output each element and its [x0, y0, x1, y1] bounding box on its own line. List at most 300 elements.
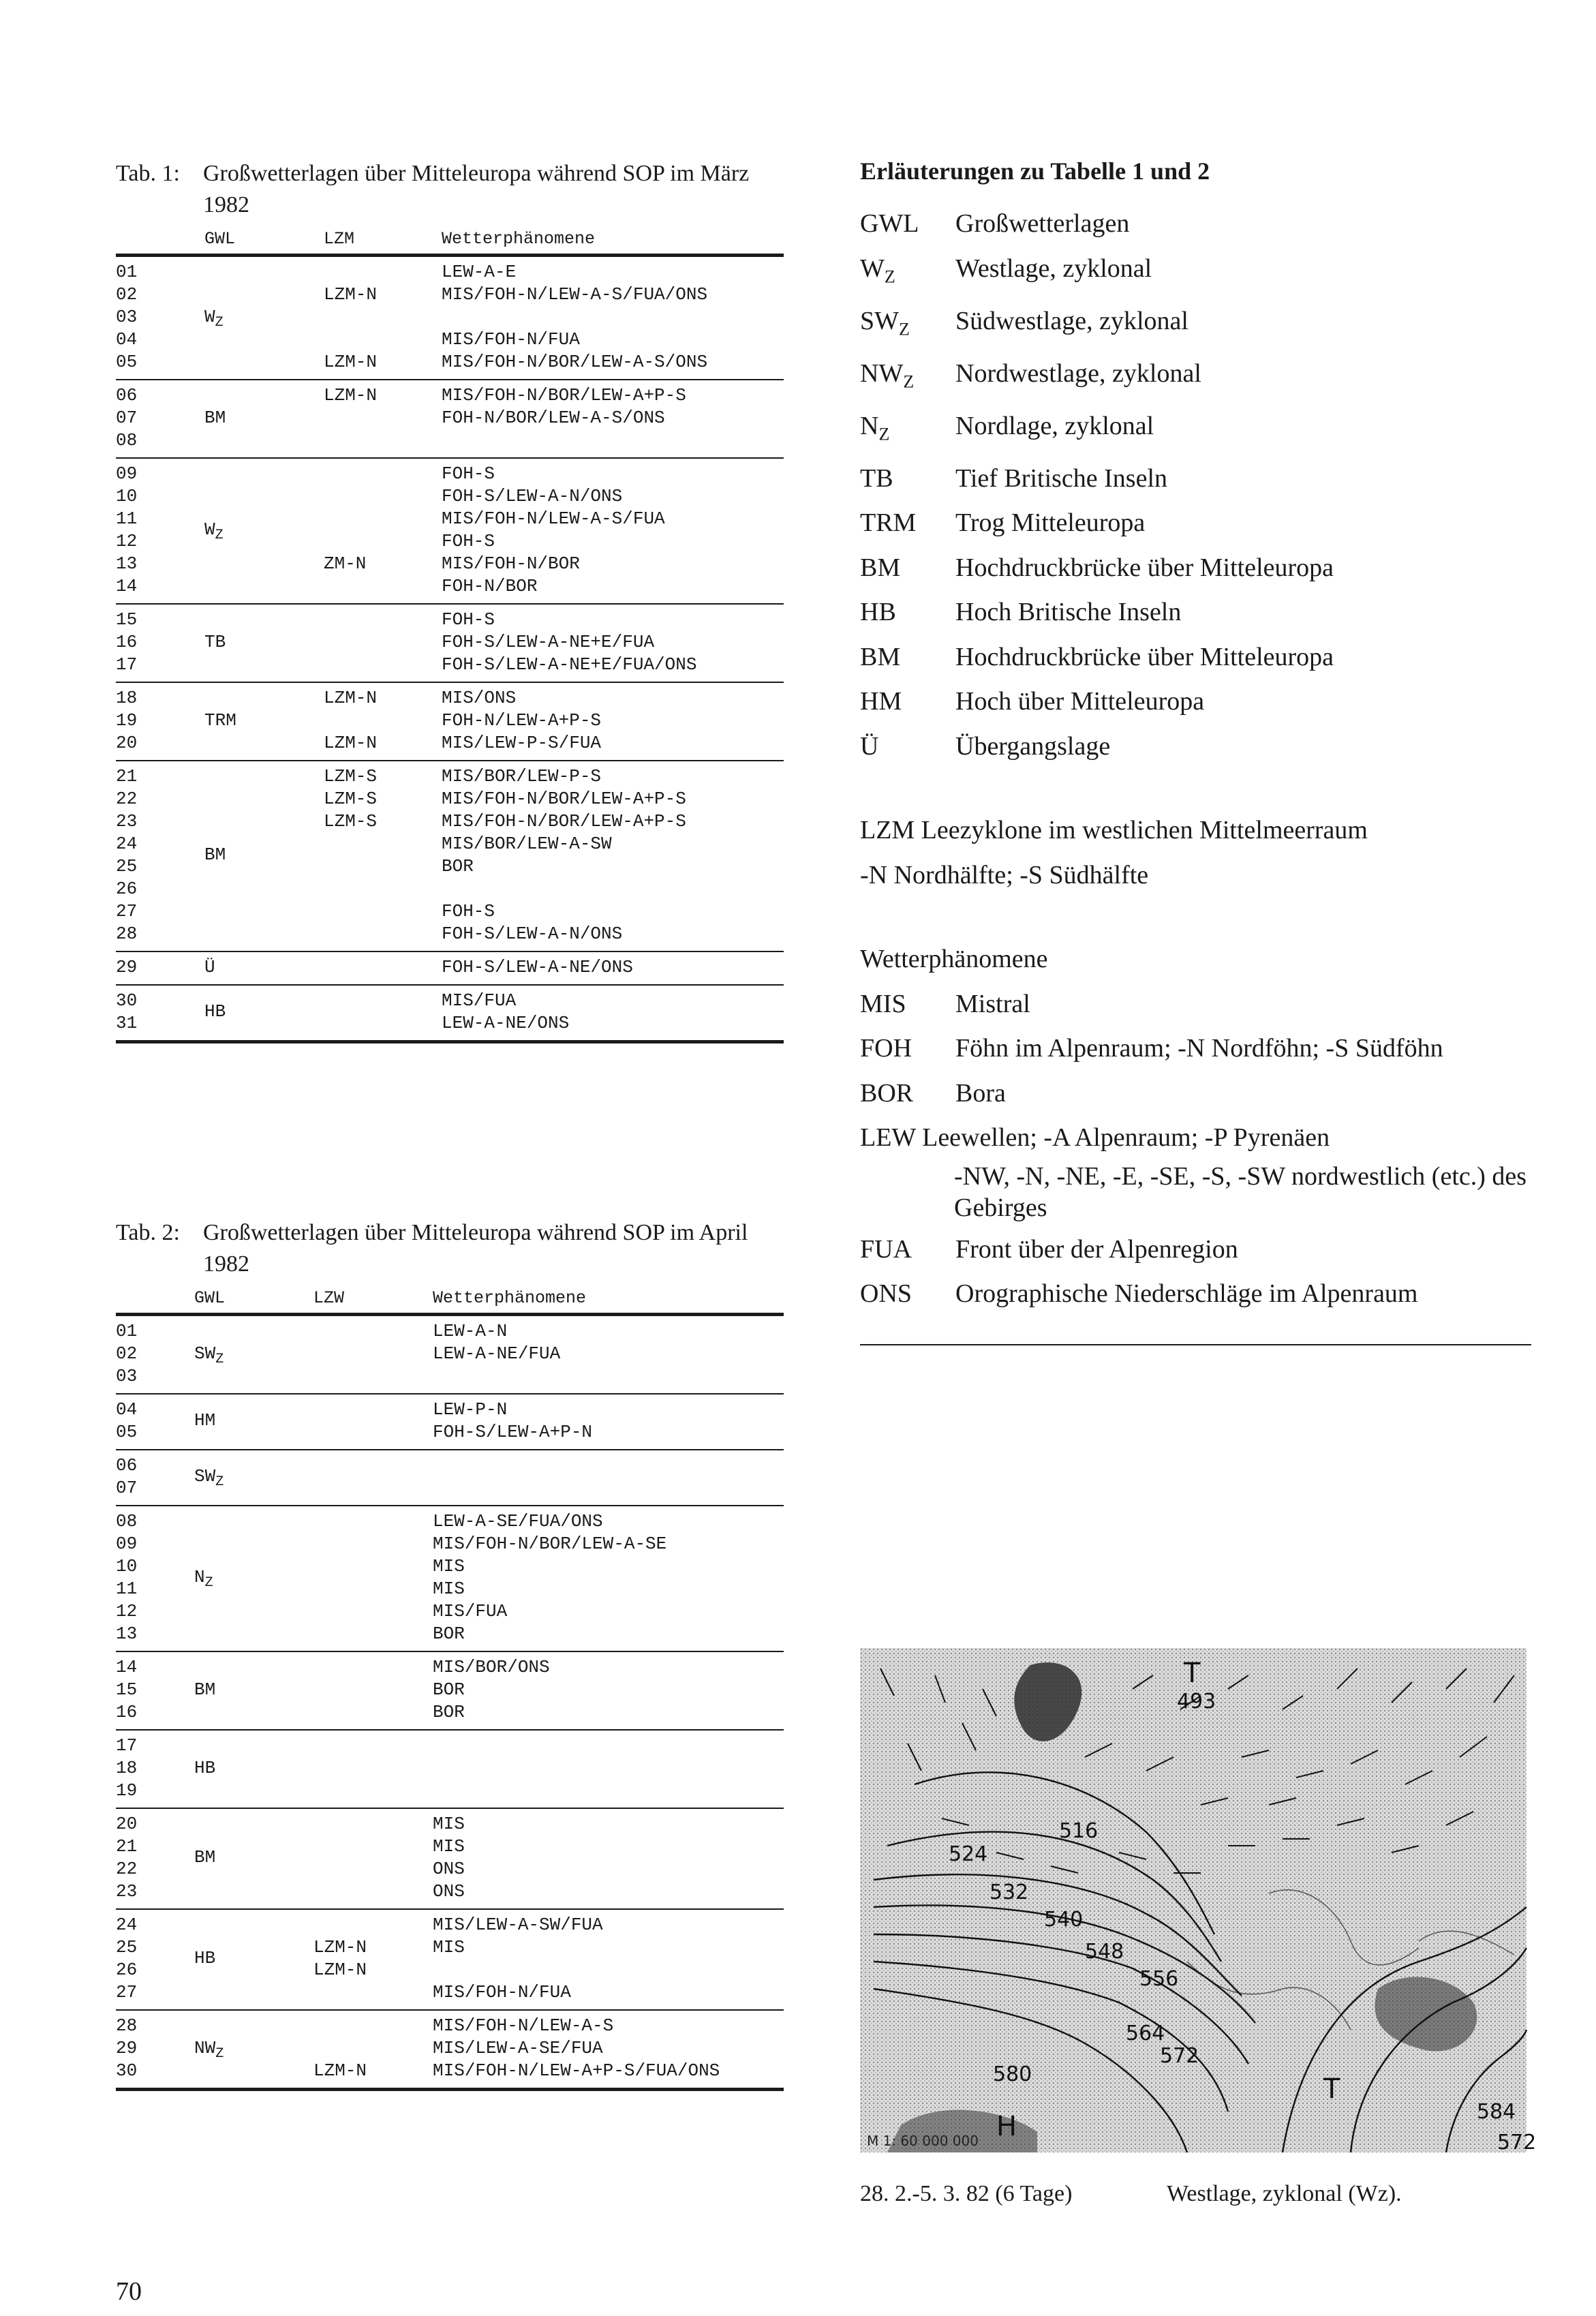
phenomena-cell: MIS/LEW-P-S/FUA	[442, 733, 602, 753]
day-cell: 16	[116, 632, 138, 652]
lew-definition: LEW Leewellen; -A Alpenraum; -P Pyrenäen	[860, 1123, 1330, 1153]
legend-description: Front über der Alpenregion	[955, 1234, 1238, 1264]
table-1	[116, 158, 784, 1043]
legend-item	[860, 1071, 1535, 1116]
lzm-cell: ZM-N	[324, 553, 367, 574]
gwl-subscript: Z	[215, 2045, 224, 2062]
table-row	[116, 956, 784, 979]
gwl-cell	[204, 710, 236, 731]
table-group	[116, 379, 784, 457]
table-group	[116, 2009, 784, 2088]
table-row	[116, 1959, 784, 1981]
phenomena-cell: MIS	[433, 1814, 465, 1834]
gwl-abbrev: TB	[204, 631, 226, 652]
day-cell: 08	[116, 1511, 138, 1532]
table-row	[116, 810, 784, 833]
day-cell: 20	[116, 1814, 138, 1834]
table-row	[116, 1757, 784, 1780]
legend-abbrev-subscript: Z	[878, 424, 890, 444]
legend-abbrev	[860, 982, 955, 1027]
legend-description: Nordwestlage, zyklonal	[955, 359, 1201, 388]
legend-abbrev-text: GWL	[860, 209, 919, 238]
day-cell: 23	[116, 1881, 138, 1902]
table-row	[116, 765, 784, 788]
phenomena-cell: MIS/FOH-N/LEW-A-S	[433, 2015, 614, 2036]
legend-item	[860, 1272, 1535, 1317]
phenomena-cell: MIS	[433, 1937, 465, 1957]
table-row	[116, 1578, 784, 1600]
legend-abbrev-text: SW	[860, 306, 899, 335]
legend-item	[860, 1228, 1535, 1273]
day-cell: 13	[116, 553, 138, 574]
legend-abbrev-text: FUA	[860, 1234, 912, 1264]
table-2-body	[116, 1313, 784, 2091]
table-2	[116, 1217, 784, 2091]
col-phenomena: Wetterphänomene	[442, 229, 596, 249]
contour-label: 556	[1139, 1967, 1179, 1991]
gwl-abbrev: NW	[194, 2037, 216, 2058]
gwl-cell	[194, 2038, 224, 2062]
phenomena-cell: FOH-S/LEW-A-NE/ONS	[442, 957, 633, 977]
gwl-abbrev: BM	[204, 844, 226, 865]
phenomena-cell: LEW-A-N	[433, 1321, 508, 1341]
table-row	[116, 1399, 784, 1421]
phenomena-cell: MIS/FUA	[433, 1601, 508, 1621]
gwl-abbrev: SW	[194, 1343, 216, 1364]
legend-item	[860, 546, 1535, 591]
legend-abbrev	[860, 1272, 955, 1317]
table-row	[116, 2060, 784, 2082]
legend-abbrev	[860, 1071, 955, 1116]
day-cell: 14	[116, 1657, 138, 1677]
day-cell: 28	[116, 924, 138, 944]
day-cell: 03	[116, 1366, 138, 1386]
gwl-cell	[204, 632, 226, 652]
day-cell: 26	[116, 1960, 138, 1980]
table-group	[116, 1393, 784, 1449]
day-cell: 04	[116, 1399, 138, 1420]
lzm-cell: LZM-S	[324, 766, 378, 787]
table-row	[116, 1679, 784, 1701]
phenomena-cell: FOH-N/LEW-A+P-S	[442, 710, 602, 731]
legend-abbrev-text: NW	[860, 359, 904, 388]
legend-item	[860, 247, 1535, 299]
table-row	[116, 429, 784, 452]
gwl-abbrev: BM	[194, 1679, 216, 1700]
phenomena-cell: LEW-P-N	[433, 1399, 508, 1420]
lzm-cell: LZM-N	[324, 385, 378, 406]
gwl-cell	[194, 1758, 215, 1778]
table-2-caption	[116, 1217, 784, 1280]
gwl-abbrev: SW	[194, 1466, 216, 1487]
gwl-abbrev: HB	[194, 1948, 216, 1968]
legend-abbrev	[860, 457, 955, 502]
gwl-cell	[204, 408, 226, 428]
gwl-cell	[204, 1001, 226, 1022]
table-row	[116, 1914, 784, 1936]
gwl-cell	[204, 307, 224, 331]
contour-label: 548	[1085, 1940, 1124, 1964]
legend-item	[860, 404, 1535, 457]
day-cell: 06	[116, 1455, 138, 1476]
day-cell: 26	[116, 879, 138, 899]
day-cell: 01	[116, 262, 138, 282]
gwl-abbrev: N	[194, 1567, 205, 1587]
day-cell: 17	[116, 1735, 138, 1756]
legend-abbrev-text: BOR	[860, 1078, 914, 1108]
legend-description: Westlage, zyklonal	[955, 254, 1152, 283]
legend-abbrev-subscript: Z	[903, 371, 915, 392]
weather-map	[860, 1648, 1537, 2154]
gwl-cell	[194, 1343, 224, 1367]
day-cell: 25	[116, 856, 138, 877]
table-1-caption	[116, 158, 784, 221]
gwl-cell	[194, 1466, 224, 1490]
legend-abbrev	[860, 680, 955, 725]
table-end-rule	[116, 1040, 784, 1043]
table-group	[116, 1505, 784, 1651]
contour-label: 532	[989, 1880, 1029, 1904]
legend-description: Hochdruckbrücke über Mitteleuropa	[955, 553, 1334, 582]
day-cell: 08	[116, 430, 138, 451]
legend-description: Mistral	[955, 989, 1030, 1018]
legend-abbrev	[860, 725, 955, 770]
lzm-halves: -N Nordhälfte; -S Südhälfte	[860, 860, 1149, 889]
table-row	[116, 1813, 784, 1835]
table-group	[116, 951, 784, 984]
day-cell: 14	[116, 576, 138, 596]
phenomena-cell: FOH-S	[442, 609, 495, 630]
legend-abbrev	[860, 352, 955, 404]
lzm-cell: LZM-N	[313, 2060, 367, 2081]
table-row	[116, 900, 784, 923]
phenomena-cell: FOH-S/LEW-A-N/ONS	[442, 486, 623, 506]
gwl-cell	[194, 1567, 213, 1591]
legend-abbrev-text: N	[860, 411, 879, 440]
table-group	[116, 984, 784, 1040]
gwl-subscript: Z	[215, 1474, 224, 1491]
table-row	[116, 1510, 784, 1533]
legend-title: Erläuterungen zu Tabelle 1 und 2	[860, 157, 1210, 185]
low-pressure-symbol: T	[1184, 1658, 1201, 1689]
day-cell: 15	[116, 609, 138, 630]
legend-item	[860, 635, 1535, 680]
phenomena-cell: MIS/LEW-A-SW/FUA	[433, 1915, 603, 1935]
gwl-cell	[204, 957, 215, 977]
table-row	[116, 1981, 784, 2004]
phenomena-cell: MIS/FOH-N/BOR/LEW-A-S/ONS	[442, 352, 708, 372]
gwl-cell	[194, 1847, 215, 1868]
day-cell: 02	[116, 284, 138, 305]
legend-abbrev	[860, 202, 955, 247]
legend-abbrev	[860, 590, 955, 635]
table-row	[116, 485, 784, 508]
legend-description: Nordlage, zyklonal	[955, 411, 1154, 440]
legend	[860, 157, 1535, 1345]
phenomena-cell: LEW-A-NE/FUA	[433, 1343, 561, 1364]
table-group	[116, 457, 784, 603]
legend-abbrev-subscript: Z	[899, 319, 910, 339]
legend-abbrev	[860, 1026, 955, 1071]
gwl-subscript: Z	[215, 1351, 224, 1367]
day-cell: 16	[116, 1702, 138, 1722]
lzm-cell: LZM-N	[324, 284, 378, 305]
legend-item	[860, 590, 1535, 635]
legend-item	[860, 982, 1535, 1027]
table-row	[116, 878, 784, 900]
table-group	[116, 682, 784, 760]
table-row	[116, 553, 784, 575]
phenomena-title: Wetterphänomene	[860, 945, 1048, 974]
phenomena-cell: ONS	[433, 1881, 465, 1902]
day-cell: 12	[116, 531, 138, 551]
phenomena-cell: MIS/FOH-N/BOR/LEW-A-SE	[433, 1534, 667, 1554]
table-row	[116, 1533, 784, 1555]
legend-rule	[860, 1344, 1531, 1345]
legend-item	[860, 352, 1535, 404]
legend-item	[860, 1026, 1535, 1071]
phenomena-cell: MIS/FOH-N/LEW-A-S/FUA/ONS	[442, 284, 708, 305]
contour-label: 524	[949, 1842, 988, 1866]
phenomena-cell: BOR	[433, 1679, 465, 1700]
day-cell: 10	[116, 486, 138, 506]
table-row	[116, 788, 784, 810]
gwl-abbrev: W	[204, 519, 215, 540]
lzm-cell: LZM-N	[324, 352, 378, 372]
table-row	[116, 1835, 784, 1858]
table-row	[116, 1600, 784, 1623]
col-lzm: LZM	[324, 229, 355, 249]
gwl-abbrev: W	[204, 306, 215, 327]
table-1-label: Tab. 1:	[116, 161, 180, 186]
table-row	[116, 1365, 784, 1388]
day-cell: 04	[116, 329, 138, 350]
legend-item	[860, 680, 1535, 725]
legend-description: Föhn im Alpenraum; -N Nordföhn; -S Südföhn	[955, 1034, 1443, 1063]
day-cell: 01	[116, 1321, 138, 1341]
legend-abbrev	[860, 299, 955, 352]
phenomena-cell: FOH-N/BOR	[442, 576, 538, 596]
table-group	[116, 1729, 784, 1808]
gwl-abbrev: BM	[204, 407, 226, 428]
day-cell: 18	[116, 688, 138, 708]
contour-label: 540	[1044, 1908, 1084, 1932]
legend-abbrev	[860, 635, 955, 680]
col-gwl: GWL	[204, 229, 236, 249]
day-cell: 23	[116, 811, 138, 832]
table-row	[116, 1701, 784, 1724]
gwl-abbrev: HB	[194, 1757, 216, 1778]
lzm-cell: LZM-N	[324, 733, 378, 753]
day-cell: 22	[116, 789, 138, 809]
table-2-header	[116, 1284, 784, 1313]
day-cell: 05	[116, 352, 138, 372]
phenomena-cell: FOH-S	[442, 901, 495, 921]
legend-description: Hoch über Mitteleuropa	[955, 687, 1205, 716]
contour-label: 580	[993, 2062, 1032, 2086]
day-cell: 09	[116, 1534, 138, 1554]
phenomena-cell: MIS/FOH-N/BOR/LEW-A+P-S	[442, 811, 686, 832]
phenomena-cell: FOH-S/LEW-A-NE+E/FUA/ONS	[442, 654, 697, 675]
table-group	[116, 1808, 784, 1908]
table-2-title: Großwetterlagen über Mitteleuropa während SOP im April 1982	[203, 1220, 748, 1277]
gwl-subscript: Z	[215, 528, 224, 544]
col-lzw: LZW	[313, 1288, 345, 1308]
table-row	[116, 923, 784, 945]
phenomena-list	[860, 982, 1535, 1116]
col-phenomena: Wetterphänomene	[433, 1288, 587, 1308]
map-background	[860, 1648, 1526, 2152]
lzm-cell: LZM-S	[324, 789, 378, 809]
table-2-label: Tab. 2:	[116, 1220, 180, 1245]
table-row	[116, 654, 784, 676]
gwl-legend-list	[860, 202, 1535, 769]
lew-continuation: -NW, -N, -NE, -E, -SE, -S, -SW nordwestlich (etc.) des Gebirges	[954, 1161, 1527, 1222]
contour-label: 516	[1059, 1819, 1099, 1843]
lzm-cell: LZM-N	[313, 1937, 367, 1957]
table-1-header	[116, 225, 784, 254]
legend-abbrev-subscript: Z	[884, 266, 895, 287]
lzm-cell: LZM-N	[313, 1960, 367, 1980]
gwl-cell	[194, 1679, 215, 1700]
day-cell: 30	[116, 990, 138, 1011]
table-row	[116, 351, 784, 374]
day-cell: 13	[116, 1624, 138, 1644]
table-row	[116, 329, 784, 351]
table-row	[116, 1880, 784, 1903]
contour-label: 564	[1126, 2022, 1165, 2045]
gwl-cell	[204, 519, 224, 543]
phenomena-cell: MIS/FOH-N/FUA	[433, 1982, 571, 2002]
gwl-cell	[194, 1410, 215, 1431]
day-cell: 05	[116, 1422, 138, 1442]
day-cell: 12	[116, 1601, 138, 1621]
phenomena-cell: MIS/BOR/ONS	[433, 1657, 550, 1677]
legend-item	[860, 202, 1535, 247]
legend-abbrev-text: BM	[860, 553, 901, 582]
table-group	[116, 1908, 784, 2009]
legend-abbrev-text: ONS	[860, 1279, 912, 1309]
day-cell: 20	[116, 733, 138, 753]
legend-description: Trog Mitteleuropa	[955, 508, 1146, 538]
table-row	[116, 687, 784, 710]
table-group	[116, 1313, 784, 1393]
day-cell: 22	[116, 1859, 138, 1879]
legend-abbrev	[860, 1228, 955, 1273]
lzm-cell: LZM-S	[324, 811, 378, 832]
legend-item	[860, 725, 1535, 770]
legend-description: Tief Britische Inseln	[955, 463, 1168, 493]
legend-description: Hoch Britische Inseln	[955, 598, 1182, 627]
table-row	[116, 261, 784, 284]
col-gwl: GWL	[194, 1288, 226, 1308]
phenomena-cell: ONS	[433, 1859, 465, 1879]
day-cell: 31	[116, 1013, 138, 1033]
day-cell: 24	[116, 1915, 138, 1935]
day-cell: 18	[116, 1758, 138, 1778]
legend-description: Übergangslage	[955, 731, 1111, 761]
day-cell: 21	[116, 1836, 138, 1857]
day-cell: 03	[116, 307, 138, 327]
legend-item	[860, 501, 1535, 546]
legend-description: Großwetterlagen	[955, 209, 1130, 238]
gwl-abbrev: BM	[194, 1847, 216, 1868]
phenomena-cell: BOR	[433, 1624, 465, 1644]
day-cell: 02	[116, 1343, 138, 1364]
day-cell: 17	[116, 654, 138, 675]
day-cell: 29	[116, 2038, 138, 2058]
day-cell: 29	[116, 957, 138, 977]
legend-abbrev	[860, 247, 955, 299]
phenomena-cell: LEW-A-NE/ONS	[442, 1013, 570, 1033]
phenomena-cell: FOH-N/BOR/LEW-A-S/ONS	[442, 408, 665, 428]
table-row	[116, 1320, 784, 1343]
table-group	[116, 603, 784, 682]
phenomena-list-2	[860, 1228, 1535, 1317]
table-row	[116, 284, 784, 306]
phenomena-cell: FOH-S	[442, 531, 495, 551]
phenomena-cell: MIS/LEW-A-SE/FUA	[433, 2038, 603, 2058]
legend-abbrev	[860, 404, 955, 457]
day-cell: 09	[116, 463, 138, 484]
day-cell: 30	[116, 2060, 138, 2081]
legend-abbrev-text: HM	[860, 687, 902, 716]
day-cell: 11	[116, 508, 138, 529]
table-row	[116, 1421, 784, 1444]
table-1-body	[116, 254, 784, 1043]
legend-abbrev-text: FOH	[860, 1034, 912, 1063]
gwl-abbrev: TRM	[204, 710, 236, 731]
day-cell: 15	[116, 1679, 138, 1700]
lzm-definition: LZM Leezyklone im westlichen Mittelmeerraum	[860, 816, 1368, 845]
phenomena-cell: MIS/FOH-N/FUA	[442, 329, 580, 350]
day-cell: 28	[116, 2015, 138, 2036]
phenomena-cell: MIS/FOH-N/BOR/LEW-A+P-S	[442, 385, 686, 406]
legend-abbrev	[860, 501, 955, 546]
day-cell: 27	[116, 1982, 138, 2002]
contour-label: 584	[1477, 2100, 1516, 2124]
legend-abbrev-text: W	[860, 254, 885, 283]
table-row	[116, 575, 784, 598]
legend-abbrev	[860, 546, 955, 591]
phenomena-cell: MIS/ONS	[442, 688, 517, 708]
table-row	[116, 1623, 784, 1645]
legend-description: Bora	[955, 1078, 1006, 1108]
legend-abbrev-text: MIS	[860, 989, 906, 1018]
phenomena-cell: MIS/FUA	[442, 990, 517, 1011]
legend-item	[860, 457, 1535, 502]
table-row	[116, 1735, 784, 1757]
gwl-abbrev: HB	[204, 1001, 226, 1022]
table-row	[116, 1555, 784, 1578]
gwl-subscript: Z	[215, 314, 224, 331]
phenomena-cell: LEW-A-E	[442, 262, 517, 282]
lzm-cell: LZM-N	[324, 688, 378, 708]
day-cell: 21	[116, 766, 138, 787]
phenomena-cell: BOR	[442, 856, 474, 877]
phenomena-cell: LEW-A-SE/FUA/ONS	[433, 1511, 603, 1532]
phenomena-cell: MIS/BOR/LEW-P-S	[442, 766, 602, 787]
phenomena-cell: FOH-S	[442, 463, 495, 484]
legend-abbrev-text: BM	[860, 642, 901, 671]
phenomena-cell: BOR	[433, 1702, 465, 1722]
day-cell: 07	[116, 408, 138, 428]
day-cell: 06	[116, 385, 138, 406]
phenomena-cell: FOH-S/LEW-A+P-N	[433, 1422, 593, 1442]
day-cell: 10	[116, 1556, 138, 1576]
phenomena-cell: FOH-S/LEW-A-NE+E/FUA	[442, 632, 655, 652]
legend-abbrev-text: TB	[860, 463, 893, 493]
